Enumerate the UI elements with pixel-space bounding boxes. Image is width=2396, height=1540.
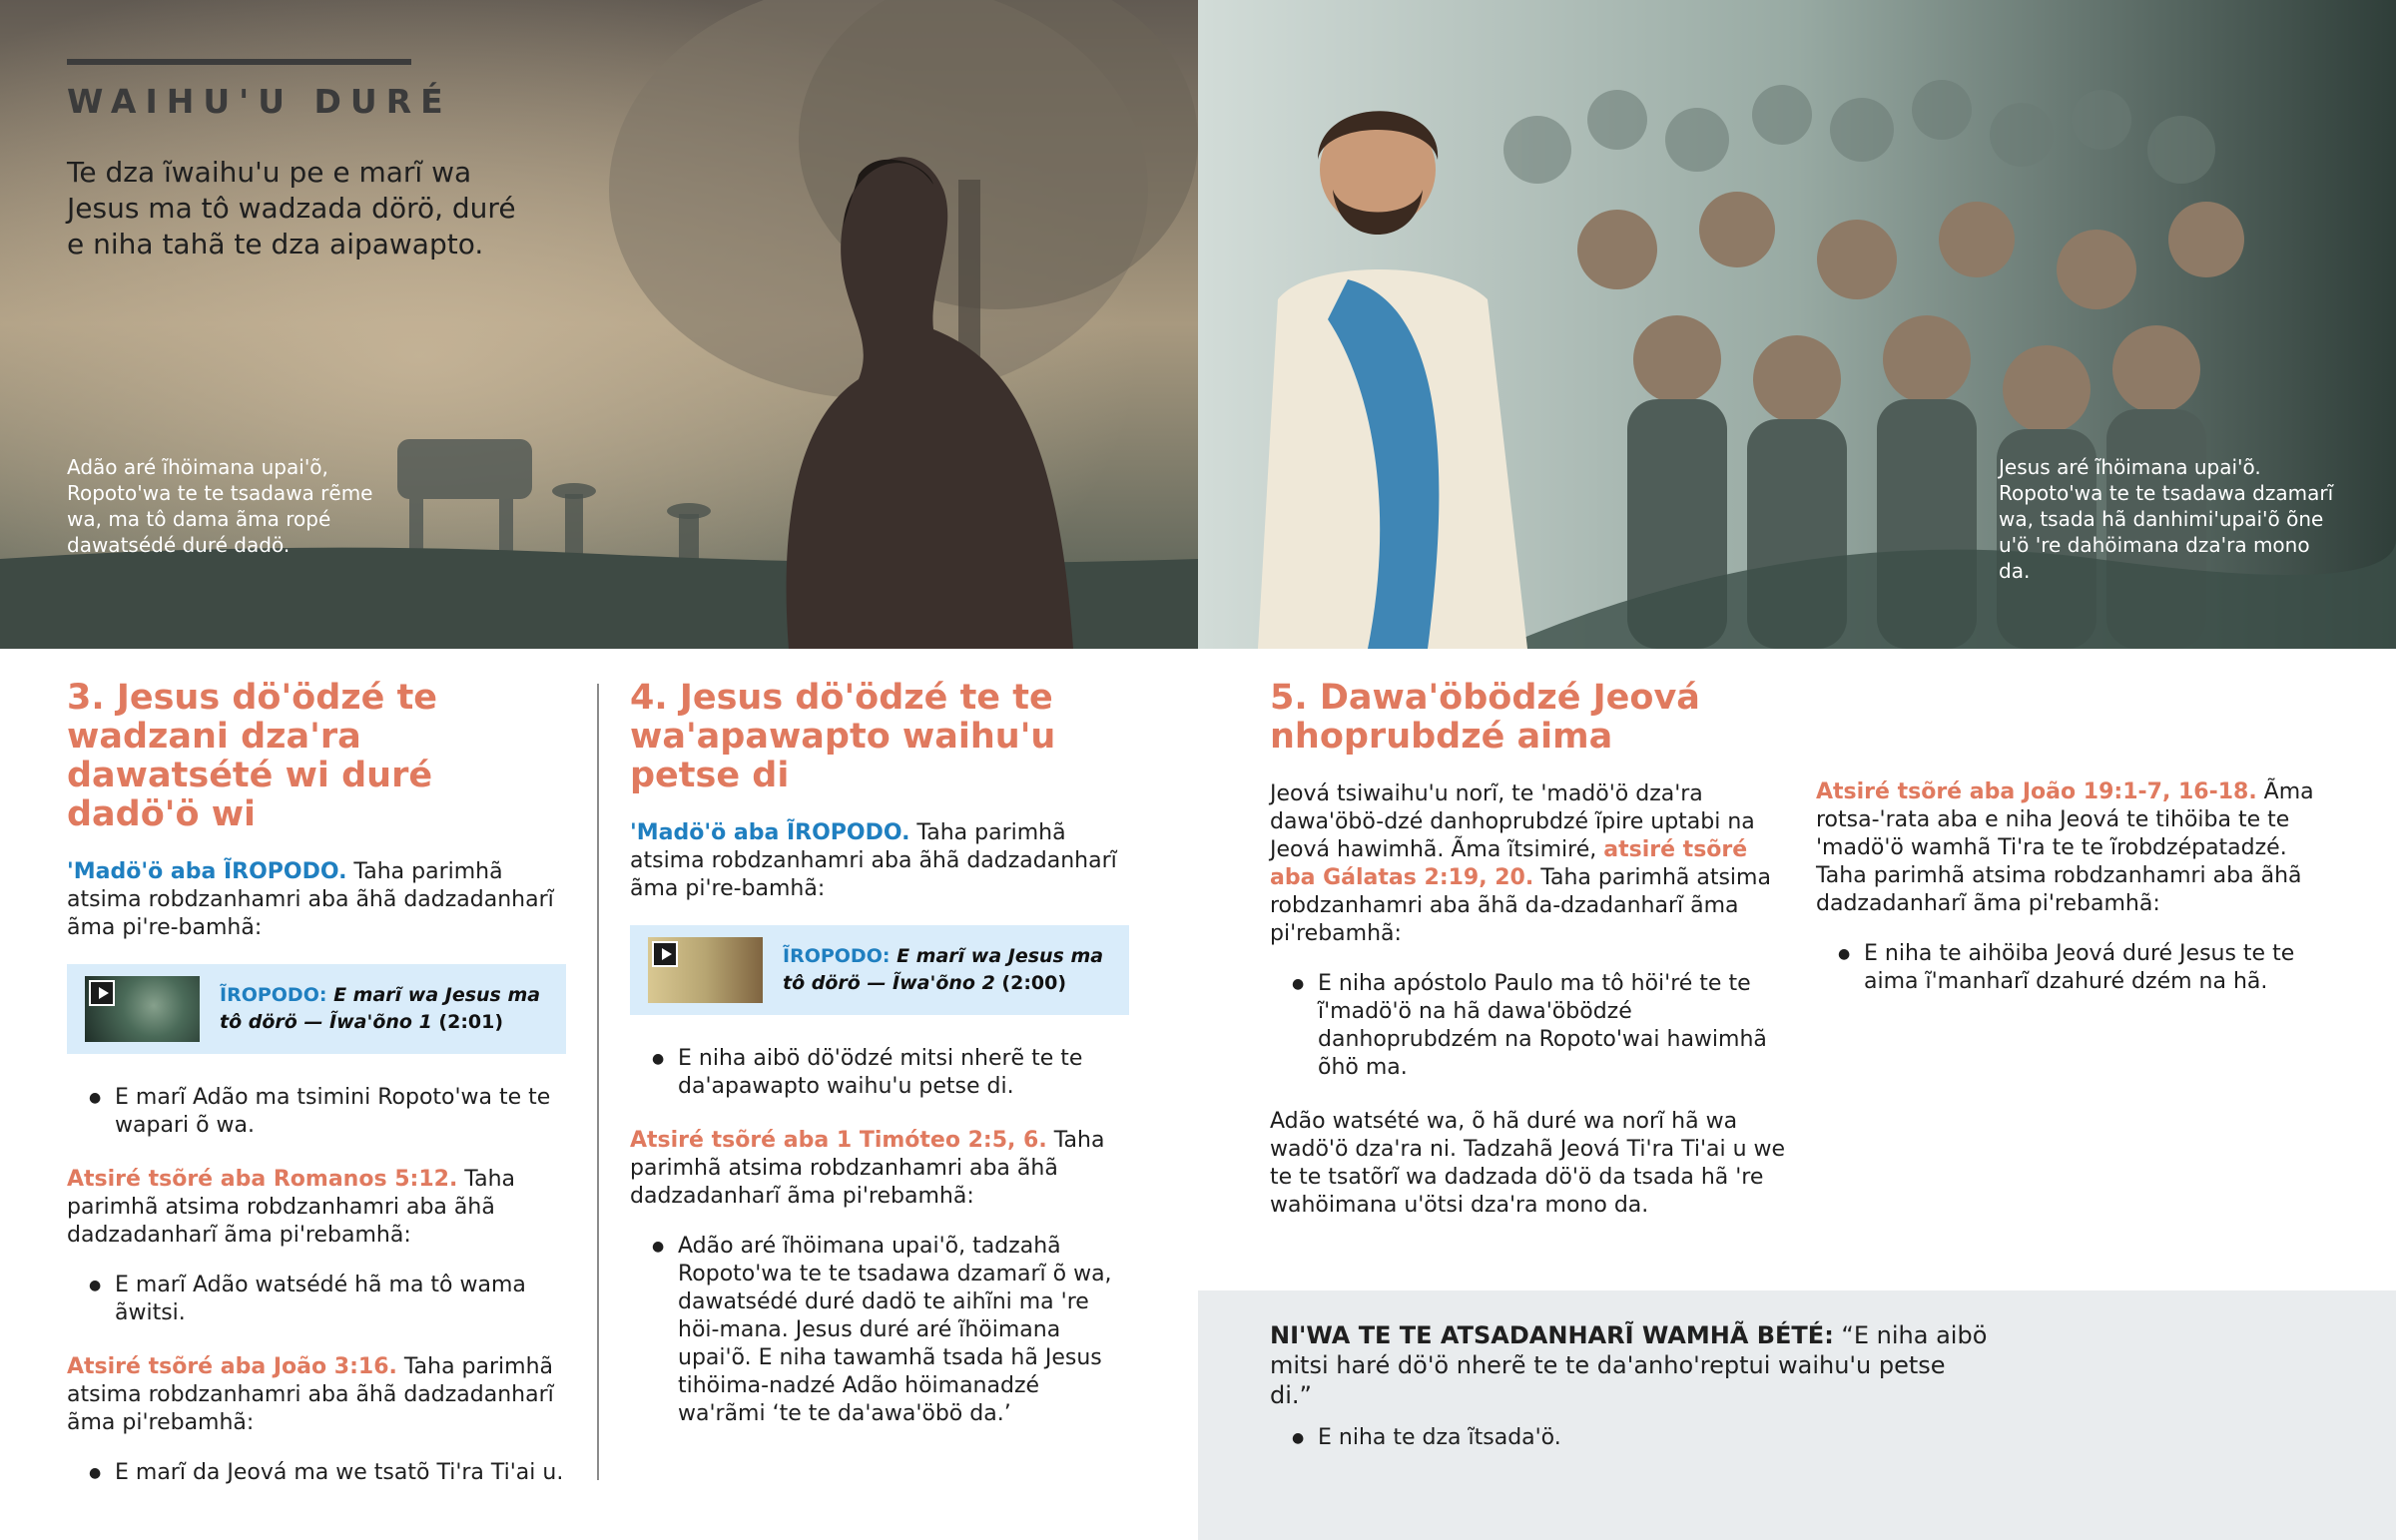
section-4 <box>630 679 1129 1454</box>
video-1-title[interactable]: E marĩ wa Jesus ma tô dörö — Ĩwa'õno 1 <box>220 984 541 1033</box>
video-1-text <box>220 982 548 1036</box>
section-4-questions-1 <box>630 1045 1129 1101</box>
video-2-title[interactable]: E marĩ wa Jesus ma tô dörö — Ĩwa'õno 2 <box>783 945 1104 994</box>
video-1-label: ĨROPODO: <box>220 984 327 1006</box>
section-4-reading-1 <box>630 1127 1129 1211</box>
video-1-duration: (2:01) <box>431 1011 504 1033</box>
scripture-link-galatas[interactable]: atsiré tsõré aba Gálatas 2:19, 20. <box>1270 837 1748 890</box>
reading-2-text: Ãma rotsa-'rata aba e niha Jeová te tihöiba te te 'madö'ö wamhã Ti'ra te te ĩrobdzépatadzé. Taha parimhã atsima robdzanhamri aba ãhã dadzadanharĩ ãma pi'rebamhã: <box>1816 779 2314 916</box>
play-icon[interactable] <box>652 941 678 967</box>
video-2-label: ĨROPODO: <box>783 945 891 967</box>
question-item: ● E niha te aihöiba Jeová duré Jesus te te aima ĩ'manharĩ dzahuré dzém na hã. <box>1864 940 2335 996</box>
section-4-questions-2 <box>630 1233 1129 1428</box>
section-5-heading: 5. Dawa'öbödzé Jeová nhoprubdzé aima <box>1270 678 1700 757</box>
question-item: ● E niha aibö dö'ödzé mitsi nherẽ te te da'apawapto waihu'u petse di. <box>678 1045 1129 1101</box>
reading-1-text: Taha parimhã atsima robdzanhamri aba ãhã dadzadanharĩ ãma pi'rebamhã: <box>67 1167 515 1248</box>
section-5-paragraph-2: Adão watsété wa, õ hã duré wa norĩ hã wa wadö'ö dza'ra ni. Tadzahã Jeová Ti'ra Ti'ai u we te te tsatõrĩ wa dadzada dö'ö da tsada hã 're wahöimana u'ötsi dza'ra mono da. <box>1270 1109 1786 1218</box>
watch-video-link[interactable]: 'Madö'ö aba ĨROPODO. <box>630 820 910 845</box>
scripture-link-romanos[interactable]: Atsiré tsõré aba Romanos 5:12. <box>67 1167 458 1192</box>
section-3-intro <box>67 858 566 942</box>
objection-box <box>1198 1290 2396 1540</box>
section-3-questions-1 <box>67 1084 566 1140</box>
section-4-intro <box>630 819 1129 903</box>
watch-video-link[interactable]: 'Madö'ö aba ĨROPODO. <box>67 859 347 884</box>
section-4-heading: 4. Jesus dö'ödzé te te wa'apawapto waihu'u petse di <box>630 678 1056 795</box>
scripture-link-timoteo[interactable]: Atsiré tsõré aba 1 Timóteo 2:5, 6. <box>630 1128 1047 1153</box>
scripture-link-joao[interactable]: Atsiré tsõré aba João 3:16. <box>67 1354 397 1379</box>
reading-1-text: Taha parimhã atsima robdzanhamri aba ãhã dadzadanharĩ ãma pi'rebamhã: <box>630 1128 1105 1209</box>
video-card-1[interactable] <box>67 964 566 1054</box>
objection-label: NI'WA TE TE ATSADANHARĨ WAMHÃ BÉTÉ: <box>1270 1321 1834 1349</box>
question-item: ● Adão aré ĩhöimana upai'õ, tadzahã Ropoto'wa te te tsadawa dzamarĩ õ wa, dawatsédé duré dadö te aihĩni ma 're höi-mana. Jesus duré aré ĩhöimana upai'õ. E niha tawamhã tsada hã Jesus tihöima-nadzé Adão höimanadzé wa'rãmi ‘te te da'awa'öbö da.’ <box>678 1233 1129 1428</box>
question-item: ● E niha te dza ĩtsada'ö. <box>1318 1424 1989 1452</box>
video-2-duration: (2:00) <box>994 972 1067 994</box>
section-3-intro-text: Taha parimhã atsima robdzanhamri aba ãhã dadzadanharĩ ãma pi're-bamhã: <box>67 859 554 940</box>
objection-box-content <box>1270 1320 1989 1478</box>
video-card-2[interactable] <box>630 925 1129 1015</box>
section-5-continued <box>1816 778 2335 1022</box>
column-divider <box>597 684 599 1480</box>
video-thumbnail-2[interactable] <box>648 937 763 1003</box>
section-3-questions-2 <box>67 1272 566 1327</box>
objection-questions <box>1270 1424 1989 1452</box>
question-item: ● E marĩ Adão watsédé hã ma tô wama ãwitsi. <box>115 1272 566 1327</box>
kicker-rule <box>67 59 411 65</box>
section-5-reading-2 <box>1816 778 2335 918</box>
section-kicker: WAIHU'U DURÉ <box>67 82 452 121</box>
section-5-questions-2 <box>1816 940 2335 996</box>
objection-quote: “E niha aibö mitsi haré dö'ö nherẽ te te da'anho'reptui waihu'u petse di.” <box>1270 1321 1988 1409</box>
section-3-heading: 3. Jesus dö'ödzé te wadzani dza'ra dawatsété wi duré dadö'ö wi <box>67 678 438 834</box>
hero-intro-text: Te dza ĩwaihu'u pe e marĩ wa Jesus ma tô wadzada dörö, duré e niha tahã te dza aipawapto. <box>67 156 516 260</box>
section-3 <box>67 679 566 1513</box>
scripture-link-joao-19[interactable]: Atsiré tsõré aba João 19:1-7, 16-18. <box>1816 779 2257 804</box>
question-item: ● E marĩ Adão ma tsimini Ropoto'wa te te wapari õ wa. <box>115 1084 566 1140</box>
objection-text <box>1270 1320 1989 1410</box>
section-4-intro-text: Taha parimhã atsima robdzanhamri aba ãhã dadzadanharĩ ãma pi're-bamhã: <box>630 820 1117 901</box>
video-2-text <box>783 943 1111 997</box>
section-5 <box>1270 679 1789 1242</box>
hero-caption-right: Jesus aré ĩhöimana upai'õ. Ropoto'wa te te tsadawa dzamarĩ wa, tsada hã danhimi'upai'õ õne u'ö 're dahöimana dza'ra mono da. <box>1999 455 2334 583</box>
question-item: ● E niha apóstolo Paulo ma tô höi'ré te te ĩ'madö'ö na hã dawa'öbödzé danhoprubdzém na Ropoto'wai hawimhã õhö ma. <box>1318 970 1789 1082</box>
question-item: ● E marĩ da Jeová ma we tsatõ Ti'ra Ti'ai u. <box>115 1459 566 1487</box>
section-5-p1-tail: Taha parimhã atsima robdzanhamri aba ãhã da-dzadanharĩ ãma pi'rebamhã: <box>1270 865 1771 946</box>
section-3-questions-3 <box>67 1459 566 1487</box>
reading-2-text: Taha parimhã atsima robdzanhamri aba ãhã dadzadanharĩ ãma pi'rebamhã: <box>67 1354 554 1435</box>
hero-caption-left: Adão aré ĩhöimana upai'õ, Ropoto'wa te te tsadawa rẽme wa, ma tô dama ãma ropé dawatsédé duré dadö. <box>67 455 373 557</box>
play-icon[interactable] <box>89 980 115 1006</box>
video-thumbnail-1[interactable] <box>85 976 200 1042</box>
section-5-questions-1 <box>1270 970 1789 1082</box>
section-3-reading-2 <box>67 1353 566 1437</box>
section-3-reading-1 <box>67 1166 566 1250</box>
section-5-paragraph-1 <box>1270 780 1789 948</box>
section-5-p1-text: Jeová tsiwaihu'u norĩ, te 'madö'ö dza'ra dawa'öbö-dzé danhoprubdzé ĩpire uptabi na Jeová hawimhã. Ãma ĩtsimiré, <box>1270 781 1755 862</box>
